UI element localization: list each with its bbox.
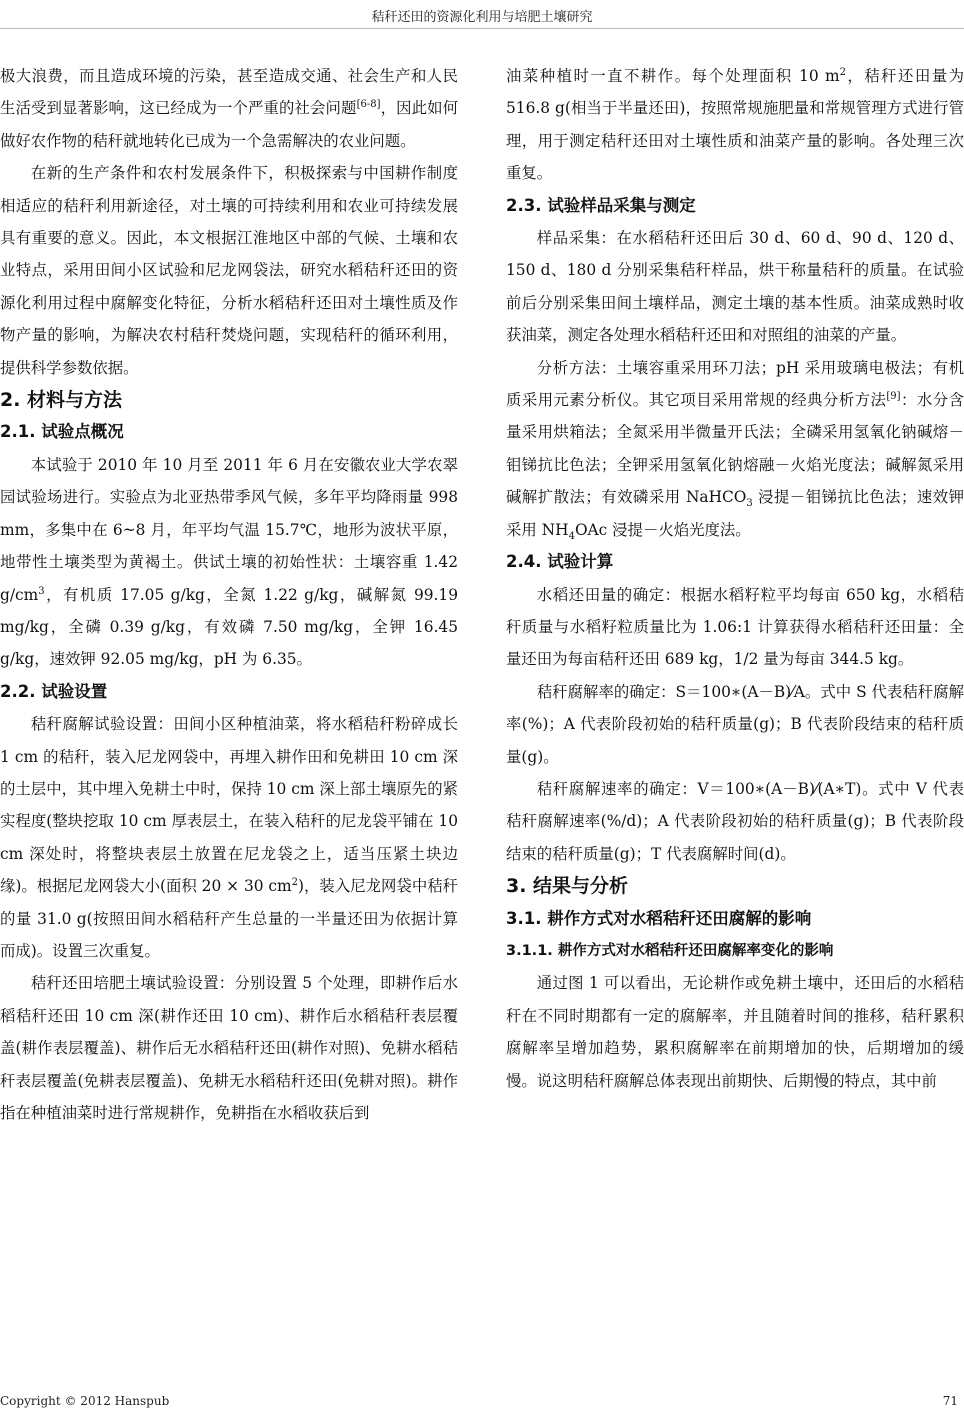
subsection-heading-3-1-1: 3.1.1. 耕作方式对水稻秸秆还田腐解率变化的影响 — [506, 942, 834, 959]
section-heading-3: 3. 结果与分析 — [506, 875, 629, 898]
paragraph: 通过图 1 可以看出，无论耕作或免耕土壤中，还田后的水稻秸秆在不同时期都有一定的腐解率，并且随着时间的推移，秸秆累积腐解率呈增加趋势，累积腐解率在前期增加的快，后期增加的缓慢。说这明秸秆腐解总体表现出前期快、后期慢的特点，其中前 — [506, 974, 964, 1090]
subsection-heading-2-1: 2.1. 试验点概况 — [0, 422, 124, 442]
subsection-heading-3-1: 3.1. 耕作方式对水稻秸秆还田腐解的影响 — [506, 908, 812, 928]
paragraph: 秸秆腐解率的确定：S＝100∗(A－B)⁄A。式中 S 代表秸秆腐解率(%)；A 代表阶段初始的秸秆质量(g)；B 代表阶段结束的秸秆质量(g)。 — [506, 682, 964, 766]
subsection-heading-2-2: 2.2. 试验设置 — [0, 681, 108, 701]
subsection-heading-2-4: 2.4. 试验计算 — [506, 552, 614, 572]
running-title: 秸秆还田的资源化利用与培肥土壤研究 — [371, 10, 593, 25]
decomposition-speed-formula: V＝100∗(A－B)⁄(A∗T) — [697, 779, 862, 798]
left-column — [0, 60, 458, 1129]
paragraph: 水稻还田量的确定：根据水稻籽粒平均每亩 650 kg，水稻秸秆质量与水稻籽粒质量比为 1.06:1 计算获得水稻秸秆还田量：全量还田为每亩秸秆还田 689 kg，1/2 量为每亩 344.5 kg。 — [506, 585, 964, 669]
paragraph: 油菜种植时一直不耕作。每个处理面积 10 $m^2$，秸秆还田量为 516.8 g(相当于半量还田)，按照常规施肥量和常规管理方式进行管理，用于测定秸秆还田对土壤性质和油菜产量的影响。各处理三次重复。 — [506, 66, 964, 183]
right-column — [506, 60, 964, 1097]
subsection-heading-2-3: 2.3. 试验样品采集与测定 — [506, 195, 696, 215]
header-divider — [0, 28, 964, 29]
citation: [9] — [886, 390, 901, 402]
paragraph: 秸秆腐解试验设置：田间小区种植油菜，将水稻秸秆粉碎成长 1 cm 的秸秆，装入尼龙网袋中，再埋入耕作田和免耕田 10 cm 深的土层中，其中埋入免耕土中时，保持 10 cm 深上部土壤原先的紧实程度(整块挖取 10 cm 厚表层土，在装入秸秆的尼龙袋平铺在 10 cm 深处时，将整块表层土放置在尼龙袋之上，适当压紧土块边缘)。根据尼龙网袋大小(面积 20 × 30 $cm^2$)，装入尼龙网袋中秸秆的量 31.0 g(按照田间水稻秸秆产生总量的一半量还田为依据计算而成)。设置三次重复。 — [0, 715, 458, 960]
paragraph: 秸秆还田培肥土壤试验设置：分别设置 5 个处理，即耕作后水稻秸秆还田 10 cm 深(耕作还田 10 cm)、耕作后水稻秸秆表层覆盖(耕作表层覆盖)、耕作后无水稻秸秆还田(耕作对照)、免耕水稻秸秆表层覆盖(免耕表层覆盖)、免耕无水稻秸秆还田(免耕对照)。耕作指在种植油菜时进行常规耕作，免耕指在水稻收获后到 — [0, 974, 458, 1122]
paragraph: 极大浪费，而且造成环境的污染，甚至造成交通、社会生产和人民生活受到显著影响，这已经成为一个严重的社会问题[6-8]，因此如何做好农作物的秸秆就地转化已成为一个急需解决的农业问题。 — [0, 67, 458, 150]
paragraph: 本试验于 2010 年 10 月至 2011 年 6 月在安徽农业大学农翠园试验场进行。实验点为北亚热带季风气候，多年平均降雨量 998 mm，多集中在 6~8 月，年平均气温 15.7℃，地形为波状平原，地带性土壤类型为黄褐土。供试土壤的初始性状：土壤容重 1.42 $g/cm^3$，有机质 17.05 g/kg，全氮 1.22 g/kg，碱解氮 99.19 mg/kg，全磷 0.39 g/kg，有效磷 7.50 mg/kg，全钾 16.45 g/kg，速效钾 92.05 mg/kg，pH 为 6.35。 — [0, 455, 458, 669]
decomposition-rate-formula: S＝100∗(A－B)⁄A — [675, 682, 805, 701]
paragraph: 在新的生产条件和农村发展条件下，积极探索与中国耕作制度相适应的秸秆利用新途径，对土壤的可持续利用和农业可持续发展具有重要的意义。因此，本文根据江淮地区中部的气候、土壤和农业特点，采用田间小区试验和尼龙网袋法，研究水稻秸秆还田的资源化利用过程中腐解变化特征，分析水稻秸秆还田对土壤性质及作物产量的影响，为解决农村秸秆焚烧问题，实现秸秆的循环利用，提供科学参数依据。 — [0, 164, 458, 377]
citation: [6-8] — [356, 99, 381, 111]
copyright-notice: Copyright © 2012 Hanspub — [0, 1394, 170, 1408]
paragraph: 秸秆腐解速率的确定：V＝100∗(A－B)⁄(A∗T)。式中 V 代表秸秆腐解速率(%/d)；A 代表阶段初始的秸秆质量(g)；B 代表阶段结束的秸秆质量(g)；T 代表腐解时间(d)。 — [506, 779, 964, 863]
paragraph: 样品采集：在水稻秸秆还田后 30 d、60 d、90 d、120 d、150 d、180 d 分别采集秸秆样品，烘干称量秸秆的质量。在试验前后分别采集田间土壤样品，测定土壤的基本性质。油菜成熟时收获油菜，测定各处理水稻秸秆还田和对照组的油菜的产量。 — [506, 229, 964, 345]
paragraph: 分析方法：土壤容重采用环刀法；pH 采用玻璃电极法；有机质采用元素分析仪。其它项目采用常规的经典分析方法[9]：水分含量采用烘箱法；全氮采用半微量开氏法；全磷采用氢氧化钠碱熔－钼锑抗比色法；全钾采用氢氧化钠熔融－火焰光度法；碱解氮采用碱解扩散法；有效磷采用 NaHCO$_3$ 浸提－钼锑抗比色法；速效钾采用 $NH_4OAc$ 浸提－火焰光度法。 — [506, 358, 964, 542]
page-number: 71 — [942, 1394, 958, 1408]
section-heading-2: 2. 材料与方法 — [0, 389, 123, 412]
